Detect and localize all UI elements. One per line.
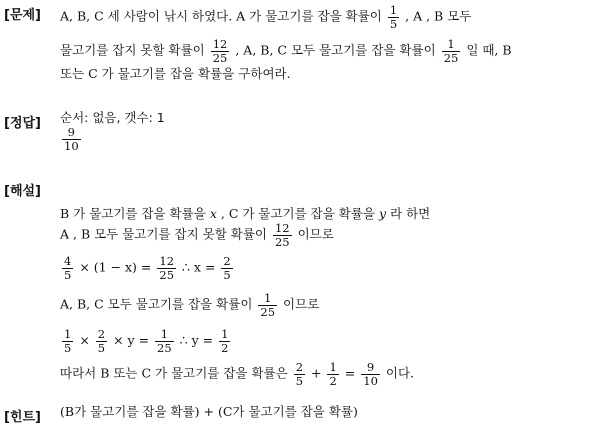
- equation-text: ×: [79, 332, 90, 348]
- solution-line-3: [60, 255, 235, 281]
- problem-text: A, B, C 세 사람이 낚시 하였다. A 가 물고기를 잡을 확률이: [60, 8, 382, 24]
- problem-line-3: [60, 68, 291, 81]
- fraction: $\frac{1}{5}$: [389, 3, 398, 31]
- solution-line-1: [60, 208, 430, 221]
- solution-text: 이다.: [385, 365, 414, 381]
- solution-text: B 가 물고기를 잡을 확률을: [60, 206, 206, 221]
- variable: x: [209, 206, 217, 221]
- solution-line-6: [60, 361, 414, 387]
- problem-label: [문제]: [4, 8, 41, 23]
- fraction: $\frac{4}{5}$: [64, 254, 72, 282]
- answer-value: [60, 126, 83, 152]
- variable: y: [379, 206, 387, 221]
- problem-line-2: [60, 38, 512, 64]
- solution-line-4: [60, 292, 319, 318]
- fraction: $\frac{1}{25}$: [260, 291, 276, 319]
- fraction: $\frac{2}{5}$: [223, 254, 231, 282]
- hint-label: [힌트]: [4, 410, 41, 425]
- fraction: $\frac{1}{2}$: [221, 327, 229, 355]
- fraction: $\frac{1}{25}$: [157, 327, 172, 355]
- fraction: $\frac{12}{25}$: [212, 37, 228, 65]
- solution-text: 이므로: [297, 226, 334, 242]
- fraction: $\frac{1}{25}$: [443, 37, 459, 65]
- solution-line-5: [60, 328, 232, 354]
- fraction: $\frac{1}{2}$: [329, 360, 337, 388]
- solution-line-2: [60, 222, 334, 248]
- equation-text: × y =: [113, 332, 150, 348]
- problem-line-1: [60, 4, 471, 30]
- problem-text: , A, B, C 모두 물고기를 잡을 확률이: [235, 42, 436, 58]
- fraction: $\frac{2}{5}$: [97, 327, 106, 355]
- problem-text: 물고기를 잡지 못할 확률이: [60, 42, 205, 58]
- fraction: $\frac{1}{5}$: [64, 327, 72, 355]
- equation-text: ∴ x =: [182, 259, 216, 275]
- problem-text: 일 때, B: [466, 42, 512, 58]
- solution-text: 따라서 B 또는 C 가 물고기를 잡을 확률은: [60, 365, 288, 381]
- fraction: $\frac{9}{10}$: [363, 360, 378, 388]
- solution-text: 라 하면: [390, 206, 431, 221]
- fraction: $\frac{12}{25}$: [159, 254, 175, 282]
- solution-text: 이므로: [283, 296, 320, 312]
- equation-text: ∴ y =: [179, 332, 214, 348]
- equation-text: =: [344, 365, 356, 381]
- solution-text: A, B, C 모두 물고기를 잡을 확률이: [60, 296, 253, 312]
- equation-text: +: [311, 365, 322, 381]
- equation-text: × (1 − x) =: [79, 259, 152, 275]
- fraction: $\frac{2}{5}$: [295, 360, 304, 388]
- solution-text: , C 가 물고기를 잡을 확률을: [220, 206, 376, 221]
- hint-text: (B가 물고기를 잡을 확률) + (C가 물고기를 잡을 확률): [60, 404, 358, 419]
- fraction: $\frac{9}{10}$: [64, 125, 79, 153]
- problem-text: 또는 C 가 물고기를 잡을 확률을 구하여라.: [60, 66, 291, 81]
- solution-label: [해설]: [4, 184, 41, 199]
- answer-label: [정답]: [4, 116, 41, 131]
- answer-meta: 순서: 없음, 갯수: 1: [60, 110, 165, 125]
- solution-text: A , B 모두 물고기를 잡지 못할 확률이: [60, 226, 267, 242]
- fraction: $\frac{12}{25}$: [274, 221, 290, 249]
- problem-text: , A , B 모두: [405, 8, 472, 24]
